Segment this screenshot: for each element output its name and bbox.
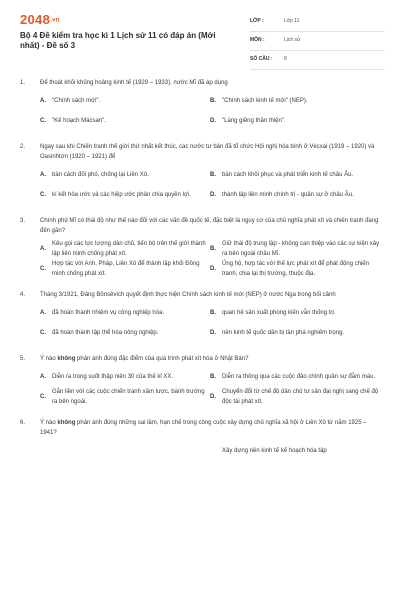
options (20, 441, 380, 461)
question-text-pre: Ý nào (40, 420, 58, 426)
option-letter: A. (40, 374, 46, 380)
question-number: 5. (20, 356, 26, 362)
option-text: Kêu gọi các lực lượng dân chủ, tiến bộ trên thế giới thành lập liên minh chống phát xít. (52, 241, 206, 257)
meta-label: LỚP : (250, 18, 264, 24)
options (20, 239, 380, 279)
question-number: 4. (20, 292, 26, 298)
header (0, 0, 400, 60)
question-text: Chính phủ Mĩ có thái độ như thế nào đối với các vấn đề quốc tế, đặc biệt là nguy cơ của chủ nghĩa phát xít và chiến tranh đang đến gần? (40, 218, 379, 234)
option-letter: C. (40, 330, 46, 336)
meta-panel (250, 16, 385, 73)
option-text: thành lập liên minh chính trị - quân sự ở châu Âu. (222, 192, 354, 198)
option-letter: A. (40, 172, 46, 178)
question-stem (20, 290, 380, 300)
question-number: 3. (20, 218, 26, 224)
question-text-post: phản ánh đúng những sai lầm, hạn chế trong công cuộc xây dựng chủ nghĩa xã hội ở Liên Xô từ năm 1925 – 1941? (40, 420, 367, 436)
option-letter: A. (40, 246, 46, 252)
option-text: "Chính sách kinh tế mới" (NEP). (222, 98, 308, 104)
option-a[interactable] (40, 367, 210, 387)
option-b[interactable] (210, 239, 380, 259)
question-stem (20, 354, 380, 364)
option-letter: D. (210, 118, 216, 124)
option-c[interactable] (40, 259, 210, 279)
site-logo[interactable] (20, 12, 60, 27)
option-letter: C. (40, 192, 46, 198)
option-letter: A. (40, 310, 46, 316)
question-4 (20, 290, 380, 343)
page-title: Bộ 4 Đề kiểm tra học kì 1 Lịch sử 11 có đáp án (Mới nhất) - Đề số 3 (20, 31, 216, 50)
options (20, 165, 380, 205)
option-text: Diễn ra thông qua các cuộc đảo chính quân sự đẫm máu. (222, 374, 376, 380)
option-c[interactable] (40, 111, 210, 131)
question-list (20, 78, 380, 472)
meta-value: Lớp 11 (284, 18, 300, 24)
question-3 (20, 216, 380, 279)
question-2 (20, 142, 380, 205)
option-letter: B. (210, 246, 216, 252)
option-letter: D. (210, 394, 216, 400)
option-b-partial[interactable] (210, 441, 380, 461)
option-letter: D. (210, 330, 216, 336)
option-text: Giữ thái độ trung lập - không can thiệp vào các sự kiện xảy ra bên ngoài châu Mĩ. (222, 241, 380, 257)
option-text: kí kết hòa ước và các hiệp ước phân chia quyền lợi. (52, 192, 191, 198)
option-text: nền kinh tế quốc dân bị tàn phá nghiêm trọng. (222, 330, 345, 336)
option-text: bàn cách đối phó, chống lại Liên Xô. (52, 172, 149, 178)
option-letter: D. (210, 266, 216, 272)
question-stem (20, 216, 380, 236)
logo-suffix: .vn (50, 17, 60, 24)
question-number: 1. (20, 80, 26, 86)
option-text: "Chính sách mới". (52, 98, 101, 104)
question-text-emphasis: không (57, 420, 76, 426)
option-letter: A. (40, 98, 46, 104)
options (20, 367, 380, 407)
option-letter: B. (210, 374, 216, 380)
question-stem (20, 78, 380, 88)
option-c[interactable] (40, 323, 210, 343)
option-a[interactable] (40, 165, 210, 185)
option-letter: C. (40, 394, 46, 400)
logo-text: 2048 (20, 12, 51, 27)
meta-question-count (250, 54, 385, 70)
meta-label: SỐ CÂU : (250, 56, 273, 62)
meta-grade (250, 16, 385, 32)
option-letter: B. (210, 172, 216, 178)
option-c[interactable] (40, 387, 210, 407)
question-text: Ngay sau khi Chiến tranh thế giới thứ nhất kết thúc, các nước tư bản đã tổ chức Hội nghị hòa bình ở Vécxai (1919 – 1920) và Oasinhtơn (1920 – 1921) để (40, 144, 375, 160)
option-text: Ủng hộ, hợp tác với thế lực phát xít để phát động chiến tranh, chia lại thị trường, thuộc địa. (222, 261, 369, 277)
meta-value: 8 (284, 56, 287, 62)
question-6 (20, 418, 380, 461)
option-letter: C. (40, 118, 46, 124)
meta-label: MÔN : (250, 37, 265, 43)
meta-subject (250, 35, 385, 51)
option-text: đã hoàn thành tập thể hóa nông nghiệp. (52, 330, 159, 336)
option-text: Xây dựng nền kinh tế kế hoạch hóa tập (222, 448, 327, 454)
question-text-post: phản ánh đúng đặc điểm của quá trình phát xít hóa ở Nhật Bản? (75, 356, 249, 362)
question-text: Để thoát khỏi khủng hoảng kinh tế (1929 – 1933), nước Mĩ đã áp dụng (40, 80, 228, 86)
option-letter: B. (210, 98, 216, 104)
option-text: "Kế hoạch Mácsan". (52, 118, 106, 124)
option-d[interactable] (210, 259, 380, 279)
option-text: Gắn liền với các cuộc chiến tranh xâm lược, bành trướng ra bên ngoài. (52, 389, 205, 405)
option-b[interactable] (210, 303, 380, 323)
question-1 (20, 78, 380, 131)
options (20, 91, 380, 131)
option-a[interactable] (40, 303, 210, 323)
option-d[interactable] (210, 185, 380, 205)
question-stem (20, 142, 380, 162)
question-number: 6. (20, 420, 26, 426)
options (20, 303, 380, 343)
option-text: Diễn ra trong suốt thập niên 30 của thế kỉ XX. (52, 374, 174, 380)
option-b[interactable] (210, 367, 380, 387)
option-letter: C. (40, 266, 46, 272)
option-text: "Láng giềng thân thiện". (222, 118, 286, 124)
question-text-pre: Ý nào (40, 356, 58, 362)
option-b[interactable] (210, 91, 380, 111)
question-number: 2. (20, 144, 26, 150)
option-a[interactable] (40, 91, 210, 111)
option-text: đã hoàn thành nhiệm vụ công nghiệp hóa. (52, 310, 165, 316)
option-text: bàn cách khôi phục và phát triển kinh tế châu Âu. (222, 172, 354, 178)
option-d[interactable] (210, 387, 380, 407)
option-text: Chuyển đổi từ chế độ dân chủ tư sản đại nghị sang chế độ độc tài phát xít. (222, 389, 379, 405)
question-stem (20, 418, 380, 438)
option-letter: D. (210, 192, 216, 198)
option-d[interactable] (210, 111, 380, 131)
option-b[interactable] (210, 165, 380, 185)
option-c[interactable] (40, 185, 210, 205)
option-a[interactable] (40, 239, 210, 259)
option-d[interactable] (210, 323, 380, 343)
option-text: Hợp tác với Anh, Pháp, Liên Xô để thành lập khối Đồng minh chống phát xít. (52, 261, 200, 277)
question-text-emphasis: không (57, 356, 76, 362)
option-placeholder (40, 441, 210, 461)
option-text: quan hệ sản xuất phong kiến vẫn thống trị. (222, 310, 336, 316)
option-letter: B. (210, 310, 216, 316)
meta-value: Lịch sử (284, 37, 301, 43)
question-5 (20, 354, 380, 407)
question-text: Tháng 3/1921, Đảng Bônsêvích quyết định thực hiện Chính sách kinh tế mới (NEP) ở nước Nga trong bối cảnh (40, 292, 336, 298)
